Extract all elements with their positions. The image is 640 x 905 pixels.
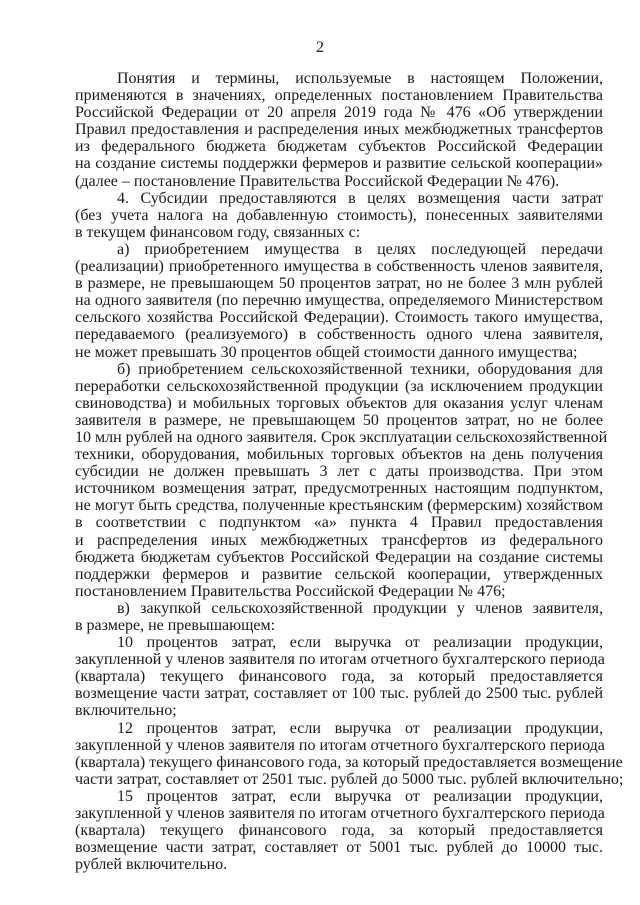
- text-line: б) приобретением сельскохозяйственной техники, оборудования для: [117, 360, 603, 378]
- text-line: Понятия и термины, используемые в настоящем Положении,: [117, 70, 603, 87]
- page-number: 2: [316, 39, 324, 56]
- text-line: и распределения иных межбюджетных трансфертов из федерального: [75, 531, 603, 549]
- paragraph: [75, 241, 603, 361]
- text-line: не могут быть средства, полученные крестьянским (фермерским) хозяйством: [75, 497, 603, 515]
- text-line: (квартала) текущего финансового года, за который предоставляется возмещение: [75, 753, 623, 771]
- paragraph: [75, 190, 603, 241]
- text-line: не может превышать 30 процентов общей стоимости данного имущества;: [75, 343, 578, 361]
- text-line: в размере, не превышающем 50 процентов затрат, но не более 3 млн рублей: [75, 275, 603, 293]
- text-line: (далее – постановление Правительства Российской Федерации № 476).: [75, 172, 560, 190]
- text-line: на создание системы поддержки фермеров и развитие сельской кооперации»: [75, 155, 603, 173]
- text-line: закупленной у членов заявителя по итогам отчетного бухгалтерского периода: [75, 651, 605, 669]
- text-line: бюджета бюджетам субъектов Российской Федерации на создание системы: [75, 548, 603, 566]
- text-line: закупленной у членов заявителя по итогам отчетного бухгалтерского периода: [75, 805, 605, 823]
- text-line: субсидии не должен превышать 3 лет с даты производства. При этом: [75, 463, 603, 481]
- text-line: свиноводства) и мобильных торговых объектов для оказания услуг членам: [75, 394, 603, 412]
- text-line: части затрат, составляет от 2501 тыс. рублей до 5000 тыс. рублей включительно;: [75, 770, 624, 788]
- text-line: рублей включительно.: [75, 856, 228, 874]
- text-line: постановлением Правительства Российской Федерации № 476;: [75, 582, 506, 600]
- document-body: [75, 70, 624, 874]
- text-line: заявителя в размере, не превышающем 50 процентов затрат, но не более: [75, 411, 603, 429]
- text-line: (квартала) текущего финансового года, за который предоставляется: [75, 822, 603, 840]
- paragraph: [75, 70, 603, 190]
- text-line: переработки сельскохозяйственной продукции (за исключением продукции: [75, 377, 603, 395]
- text-line: возмещение части затрат, составляет от 5001 тыс. рублей до 10000 тыс.: [75, 839, 603, 857]
- text-line: (квартала) текущего финансового года, за который предоставляется: [75, 668, 603, 686]
- text-line: возмещение части затрат, составляет от 100 тыс. рублей до 2500 тыс. рублей: [75, 685, 603, 703]
- text-line: 12 процентов затрат, если выручка от реализации продукции,: [117, 719, 603, 737]
- text-line: (реализации) приобретенного имущества в собственность членов заявителя,: [75, 258, 603, 276]
- text-line: закупленной у членов заявителя по итогам отчетного бухгалтерского периода: [75, 736, 605, 754]
- text-line: в размере, не превышающем:: [75, 617, 276, 634]
- text-line: (без учета налога на добавленную стоимость), понесенных заявителями: [75, 206, 603, 224]
- paragraph: [75, 600, 603, 634]
- text-line: Правил предоставления и распределения иных межбюджетных трансфертов: [75, 121, 603, 139]
- text-line: включительно;: [75, 702, 177, 720]
- paragraph: [75, 788, 603, 873]
- text-line: поддержки фермеров и развитие сельской кооперации, утвержденных: [75, 565, 603, 583]
- text-line: в текущем финансовом году, связанных с:: [75, 223, 361, 241]
- text-line: из федерального бюджета бюджетам субъектов Российской Федерации: [75, 138, 603, 156]
- text-line: в соответствии с подпунктом «а» пункта 4 Правил предоставления: [75, 514, 603, 532]
- text-line: 10 процентов затрат, если выручка от реализации продукции,: [117, 634, 603, 652]
- text-line: передаваемого (реализуемого) в собственность одного члена заявителя,: [75, 326, 603, 344]
- text-line: техники, оборудования, мобильных торговых объектов на день получения: [75, 446, 603, 464]
- text-line: применяются в значениях, определенных постановлением Правительства: [75, 87, 603, 105]
- text-line: 10 млн рублей на одного заявителя. Срок эксплуатации сельскохозяйственной: [75, 428, 608, 446]
- text-line: на одного заявителя (по перечню имущества, определяемого Министерством: [75, 292, 603, 310]
- text-line: 4. Субсидии предоставляются в целях возмещения части затрат: [117, 189, 603, 207]
- text-line: Российской Федерации от 20 апреля 2019 года № 476 «Об утверждении: [75, 104, 603, 122]
- text-line: в) закупкой сельскохозяйственной продукции у членов заявителя,: [117, 599, 603, 617]
- text-line: а) приобретением имущества в целях последующей передачи: [117, 240, 603, 258]
- paragraph: [75, 634, 603, 719]
- paragraph: [75, 719, 624, 788]
- text-line: сельского хозяйства Российской Федерации). Стоимость такого имущества,: [75, 309, 603, 327]
- text-line: источником возмещения затрат, предусмотренных настоящим подпунктом,: [75, 480, 603, 498]
- paragraph: [75, 360, 608, 600]
- text-line: 15 процентов затрат, если выручка от реализации продукции,: [117, 787, 603, 805]
